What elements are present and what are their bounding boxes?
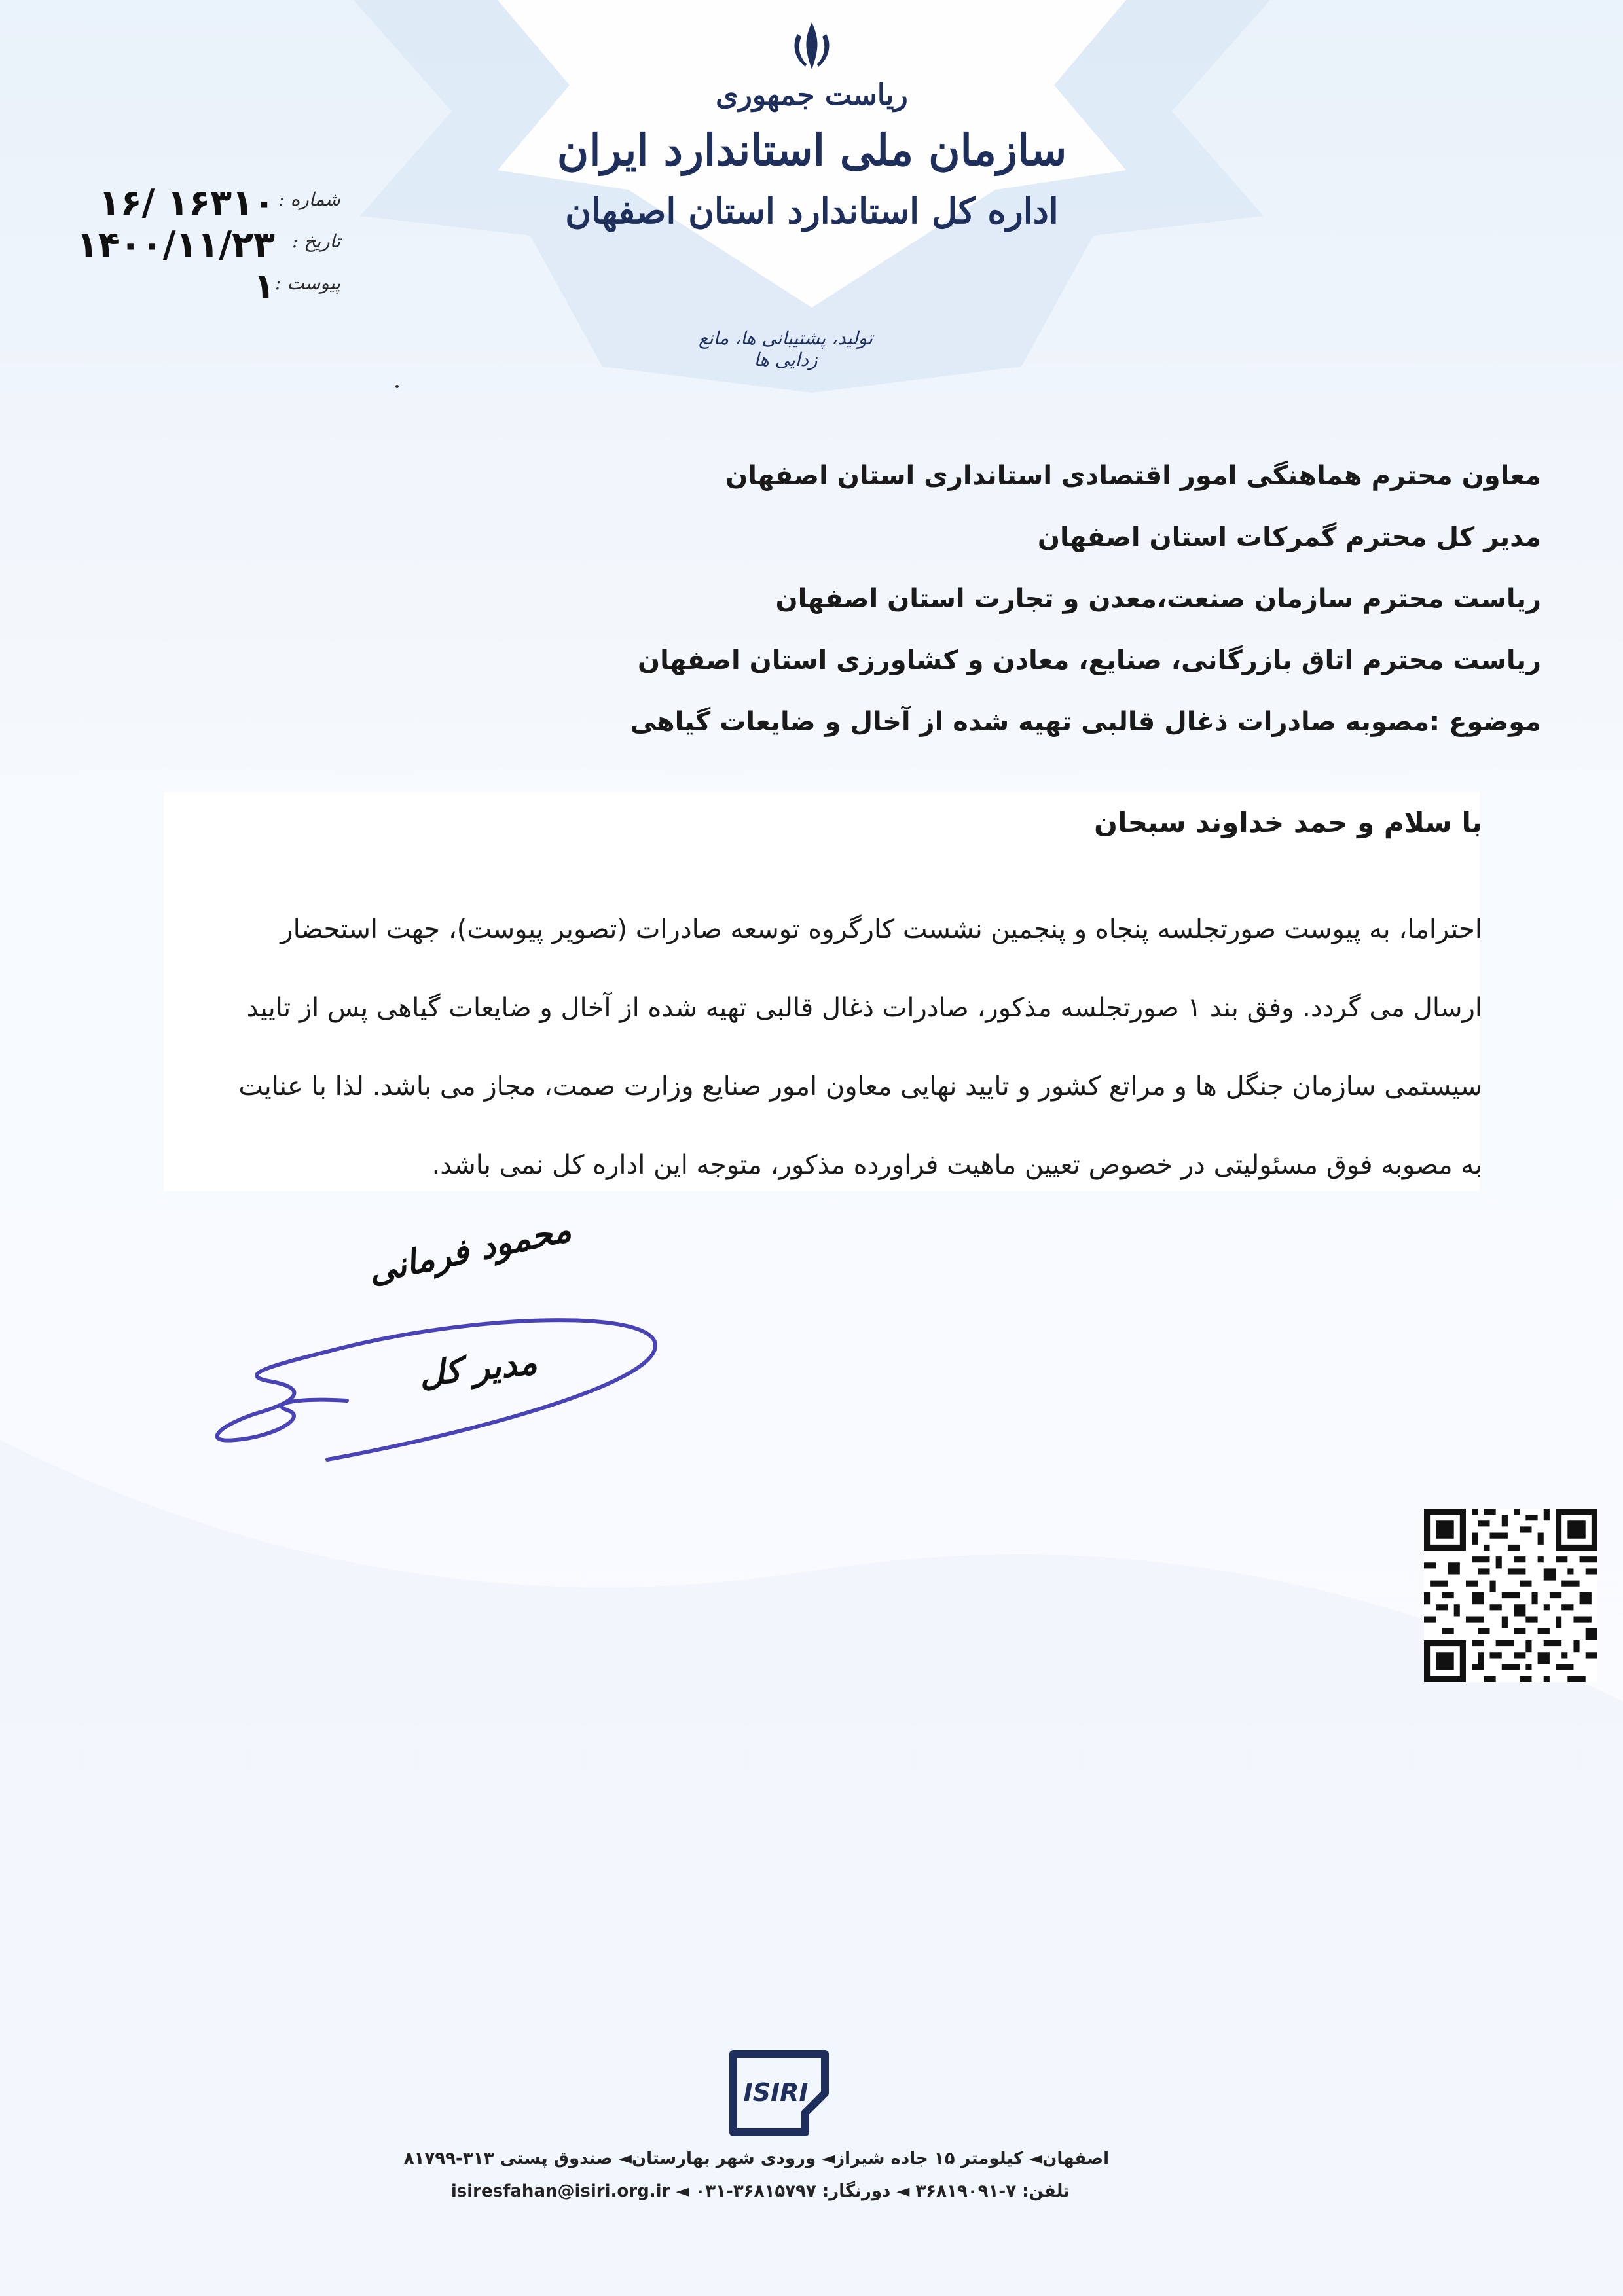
footer-contact: تلفن: ۷-۳۶۸۱۹۰۹۱ ◄ دورنگار: ۳۶۸۱۵۷۹۷-۰۳۱ ◄ isiresfahan@isiri.org.ir bbox=[450, 2181, 1070, 2201]
letter-subject: موضوع :مصوبه صادرات ذغال قالبی تهیه شده از آخال و ضایعات گیاهی bbox=[630, 707, 1541, 737]
body-line: احتراما، به پیوست صورتجلسه پنجاه و پنجمین نشست کارگروه توسعه صادرات (تصویر پیوست)، جهت استحضار bbox=[280, 914, 1482, 944]
signatory-title: مدیر کل bbox=[417, 1342, 539, 1395]
body-line: سیستمی سازمان جنگل ها و مراتع کشور و تایید نهایی معاون امور صنایع وزارت صمت، مجاز می باشد. لذا با عنایت bbox=[238, 1071, 1482, 1102]
number-value: ۱۶/ ۱۶۳۱۰ bbox=[98, 182, 275, 223]
body-line: به مصوبه فوق مسئولیتی در خصوص تعیین ماهیت فراورده مذکور، متوجه این اداره کل نمی باشد. bbox=[431, 1150, 1482, 1180]
attachment-row bbox=[65, 266, 340, 308]
recipient-line: ریاست محترم سازمان صنعت،معدن و تجارت استان اصفهان bbox=[775, 584, 1541, 614]
presidency-label: ریاست جمهوری bbox=[716, 79, 908, 112]
recipient-line: مدیر کل محترم گمرکات استان اصفهان bbox=[1037, 522, 1541, 552]
number-row bbox=[65, 182, 340, 224]
recipient-line: معاون محترم هماهنگی امور اقتصادی استانداری استان اصفهان bbox=[725, 461, 1541, 491]
isiri-logo-text: ISIRI bbox=[743, 2078, 809, 2107]
slogan: تولید، پشتیبانی ها، مانع زدایی ها bbox=[698, 327, 873, 370]
letterhead bbox=[0, 0, 1623, 419]
body-line: ارسال می گردد. وفق بند ۱ صورتجلسه مذکور، صادرات ذغال قالبی تهیه شده از آخال و ضایعات گیاهی پس از تایید bbox=[246, 993, 1482, 1023]
signatory-name: محمود فرمانی bbox=[365, 1209, 575, 1292]
date-value: ۱۴۰۰/۱۱/۲۳ bbox=[76, 224, 275, 265]
date-label: تاریخ : bbox=[291, 230, 340, 252]
attachment-value: ۱ bbox=[253, 266, 275, 307]
organization-name: سازمان ملی استاندارد ایران bbox=[556, 124, 1067, 175]
number-label: شماره : bbox=[278, 188, 340, 210]
qr-code bbox=[1424, 1509, 1597, 1682]
stray-dot bbox=[395, 385, 399, 388]
office-name: اداره کل استاندارد استان اصفهان bbox=[565, 190, 1059, 232]
date-row bbox=[65, 224, 340, 266]
recipients-block bbox=[494, 445, 1541, 691]
iran-emblem-icon bbox=[786, 20, 838, 72]
salutation: با سلام و حمد خداوند سبحان bbox=[1094, 806, 1482, 838]
attachment-label: پیوست : bbox=[275, 272, 340, 294]
recipient-line: ریاست محترم اتاق بازرگانی، صنایع، معادن و کشاورزی استان اصفهان bbox=[637, 645, 1541, 675]
isiri-logo bbox=[727, 2041, 831, 2139]
letter-meta bbox=[65, 182, 340, 308]
body-paragraph bbox=[166, 890, 1482, 1204]
footer-address: اصفهان◄ کیلومتر ۱۵ جاده شیراز◄ ورودی شهر بهارستان◄ صندوق پستی ۳۱۳-۸۱۷۹۹ bbox=[403, 2149, 1109, 2168]
